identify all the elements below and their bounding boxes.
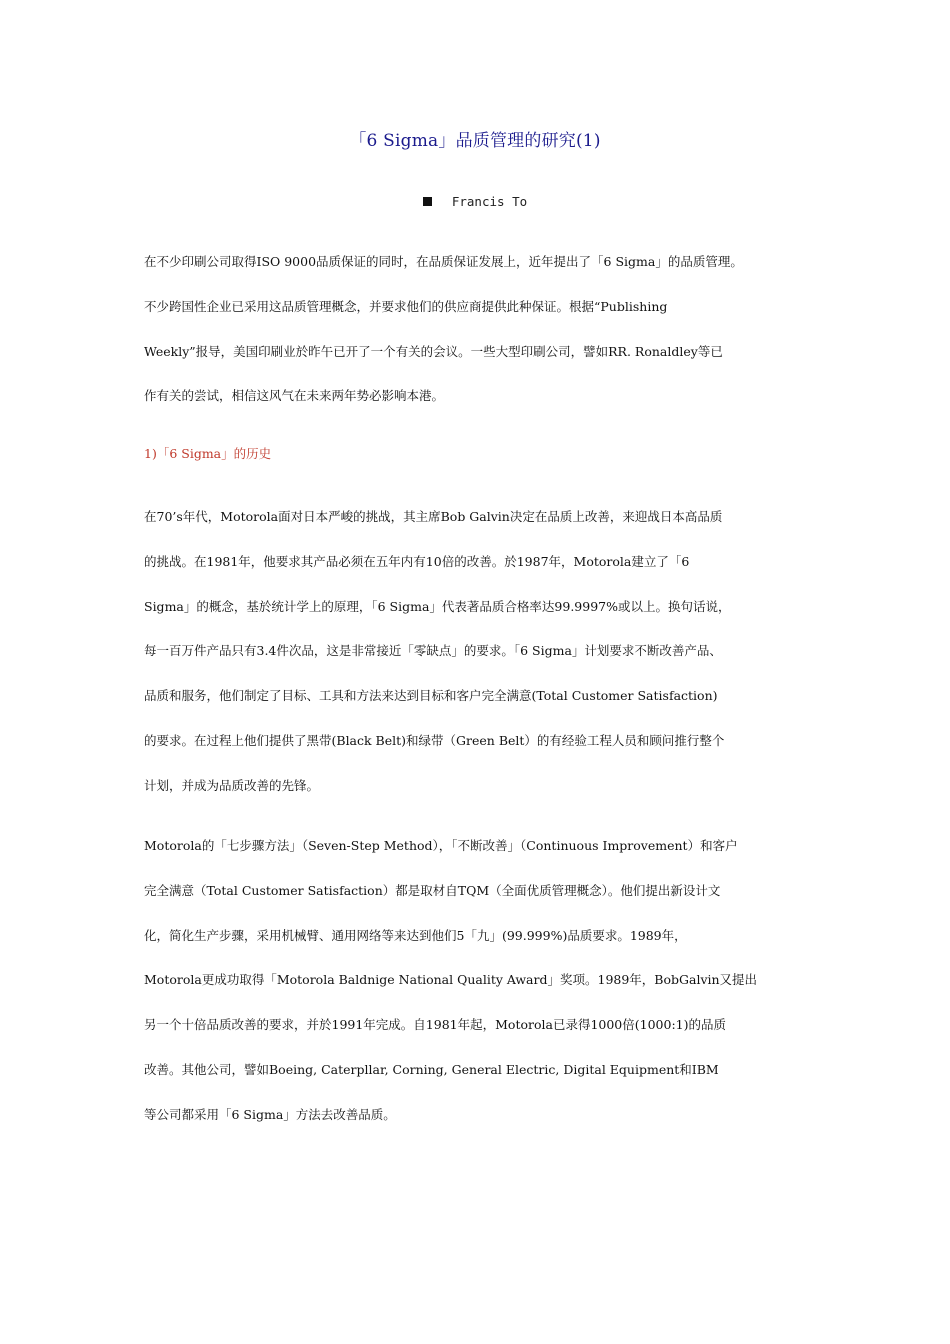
paragraph-line: Weekly”报导，美国印刷业於昨午已开了一个有关的会议。一些大型印刷公司，譬如RR. Ronaldley等已 <box>144 343 723 359</box>
section-heading: 1)「6 Sigma」的历史 <box>144 446 272 461</box>
paragraph-line: 计划，并成为品质改善的先锋。 <box>144 777 320 793</box>
paragraph-line: 在不少印刷公司取得ISO 9000品质保证的同时，在品质保证发展上，近年提出了「6 Sigma」的品质管理。 <box>144 254 743 269</box>
square-bullet-icon <box>423 197 432 206</box>
paragraph-line: Motorola更成功取得「Motorola Baldnige National Quality Award」奖项。1989年，BobGalvin又提出 <box>144 972 758 988</box>
document-title: 「6 Sigma」品质管理的研究(1) <box>349 131 601 151</box>
paragraph-line: 作有关的尝试，相信这风气在未来两年势必影响本港。 <box>144 388 445 404</box>
intro-paragraph <box>144 240 824 419</box>
history-paragraph-1 <box>144 495 824 809</box>
paragraph-line: 另一个十倍品质改善的要求，并於1991年完成。自1981年起，Motorola已录得1000倍(1000:1)的品质 <box>144 1017 726 1033</box>
author-line <box>0 194 950 209</box>
paragraph-line: 在70’s年代，Motorola面对日本严峻的挑战，其主席Bob Galvin决定在品质上改善，来迎战日本高品质 <box>144 509 723 524</box>
paragraph-line: 每一百万件产品只有3.4件次品，这是非常接近「零缺点」的要求。「6 Sigma」计划要求不断改善产品、 <box>144 643 722 659</box>
paragraph-line: 的挑战。在1981年，他要求其产品必须在五年内有10倍的改善。於1987年，Motorola建立了「6 <box>144 553 690 569</box>
paragraph-line: 不少跨国性企业已采用这品质管理概念，并要求他们的供应商提供此种保证。根据“Publishing <box>144 298 668 314</box>
paragraph-line: Sigma」的概念，基於统计学上的原理，「6 Sigma」代表著品质合格率达99.9997%或以上。换句话说， <box>144 598 731 614</box>
paragraph-line: 品质和服务，他们制定了目标、工具和方法来达到目标和客户完全满意(Total Customer Satisfaction) <box>144 688 718 704</box>
paragraph-line: Motorola的「七步骤方法」（Seven-Step Method），「不断改善」（Continuous Improvement）和客户 <box>144 838 738 853</box>
paragraph-line: 改善。其他公司，譬如Boeing, Caterpllar, Corning, General Electric, Digital Equipment和IBM <box>144 1061 719 1077</box>
author-name: Francis To <box>451 194 528 209</box>
paragraph-line: 等公司都采用「6 Sigma」方法去改善品质。 <box>144 1106 396 1122</box>
paragraph-line: 的要求。在过程上他们提供了黑带(Black Belt)和绿带（Green Belt）的有经验工程人员和顾问推行整个 <box>144 732 725 748</box>
history-paragraph-2 <box>144 824 824 1138</box>
paragraph-line: 化，简化生产步骤，采用机械臂、通用网络等来达到他们5「九」(99.999%)品质要求。1989年， <box>144 927 687 943</box>
paragraph-line: 完全满意（Total Customer Satisfaction）都是取材自TQM（全面优质管理概念）。他们提出新设计文 <box>144 882 721 898</box>
